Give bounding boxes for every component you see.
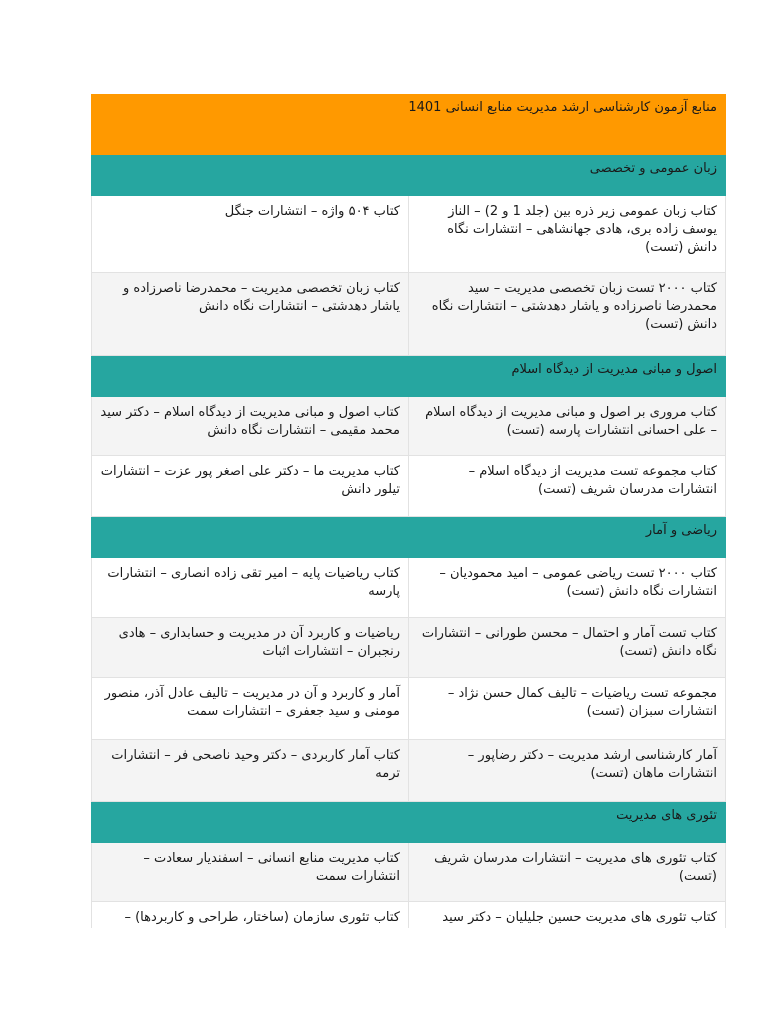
table-row [92, 397, 726, 456]
section-header-row [92, 356, 726, 397]
title-row [92, 95, 726, 155]
table-cell: آمار و کاربرد و آن در مدیریت – تالیف عادل آذر، منصور مومنی و سید جعفری – انتشارات سمت [92, 678, 409, 740]
table-cell: کتاب تست آمار و احتمال – محسن طورانی – انتشارات نگاه دانش (تست) [409, 618, 726, 678]
table-cell: کتاب ۵۰۴ واژه – انتشارات جنگل [92, 196, 409, 273]
section-heading: اصول و مبانی مدیریت از دیدگاه اسلام [92, 356, 726, 397]
section-header-row [92, 517, 726, 558]
document-title: منابع آزمون کارشناسی ارشد مدیریت منابع انسانی 1401 [92, 95, 726, 155]
table-cell: کتاب مروری بر اصول و مبانی مدیریت از دیدگاه اسلام – علی احسانی انتشارات پارسه (تست) [409, 397, 726, 456]
table-row [92, 678, 726, 740]
section-heading: زبان عمومی و تخصصی [92, 155, 726, 196]
table-cell: کتاب تئوری سازمان (ساختار، طراحی و کاربردها) – [92, 902, 409, 929]
table-row [92, 740, 726, 802]
table-cell: کتاب اصول و مبانی مدیریت از دیدگاه اسلام – دکتر سید محمد مقیمی – انتشارات نگاه دانش [92, 397, 409, 456]
table-cell: مجموعه تست ریاضیات – تالیف کمال حسن نژاد – انتشارات سبزان (تست) [409, 678, 726, 740]
table-cell: کتاب تئوری های مدیریت – انتشارات مدرسان شریف (تست) [409, 843, 726, 902]
table-cell: کتاب تئوری های مدیریت حسین جلیلیان – دکتر سید [409, 902, 726, 929]
section-header-row [92, 802, 726, 843]
table-row [92, 273, 726, 356]
table-cell: کتاب زبان عمومی زیر ذره بین (جلد 1 و 2) – الناز یوسف زاده بری، هادی جهانشاهی – انتشارات نگاه دانش (تست) [409, 196, 726, 273]
table-row [92, 618, 726, 678]
table-row [92, 843, 726, 902]
table-row [92, 196, 726, 273]
table-row [92, 456, 726, 517]
books-table [91, 94, 726, 928]
section-heading: تئوری های مدیریت [92, 802, 726, 843]
document-page [91, 94, 726, 928]
table-cell: کتاب ۲۰۰۰ تست زبان تخصصی مدیریت – سید محمدرضا ناصرزاده و یاشار دهدشتی – انتشارات نگاه دانش (تست) [409, 273, 726, 356]
table-cell: آمار کارشناسی ارشد مدیریت – دکتر رضاپور – انتشارات ماهان (تست) [409, 740, 726, 802]
table-cell: کتاب مدیریت ما – دکتر علی اصغر پور عزت – انتشارات تیلور دانش [92, 456, 409, 517]
table-cell: کتاب ریاضیات پایه – امیر تقی زاده انصاری – انتشارات پارسه [92, 558, 409, 618]
section-header-row [92, 155, 726, 196]
table-cell: کتاب ۲۰۰۰ تست ریاضی عمومی – امید محمودیان – انتشارات نگاه دانش (تست) [409, 558, 726, 618]
table-cell: کتاب زبان تخصصی مدیریت – محمدرضا ناصرزاده و یاشار دهدشتی – انتشارات نگاه دانش [92, 273, 409, 356]
table-row [92, 558, 726, 618]
section-heading: ریاضی و آمار [92, 517, 726, 558]
table-cell: کتاب مدیریت منابع انسانی – اسفندیار سعادت – انتشارات سمت [92, 843, 409, 902]
table-cell: کتاب مجموعه تست مدیریت از دیدگاه اسلام – انتشارات مدرسان شریف (تست) [409, 456, 726, 517]
table-cell: ریاضیات و کاربرد آن در مدیریت و حسابداری – هادی رنجبران – انتشارات اثبات [92, 618, 409, 678]
table-row [92, 902, 726, 929]
table-cell: کتاب آمار کاربردی – دکتر وحید ناصحی فر – انتشارات ترمه [92, 740, 409, 802]
